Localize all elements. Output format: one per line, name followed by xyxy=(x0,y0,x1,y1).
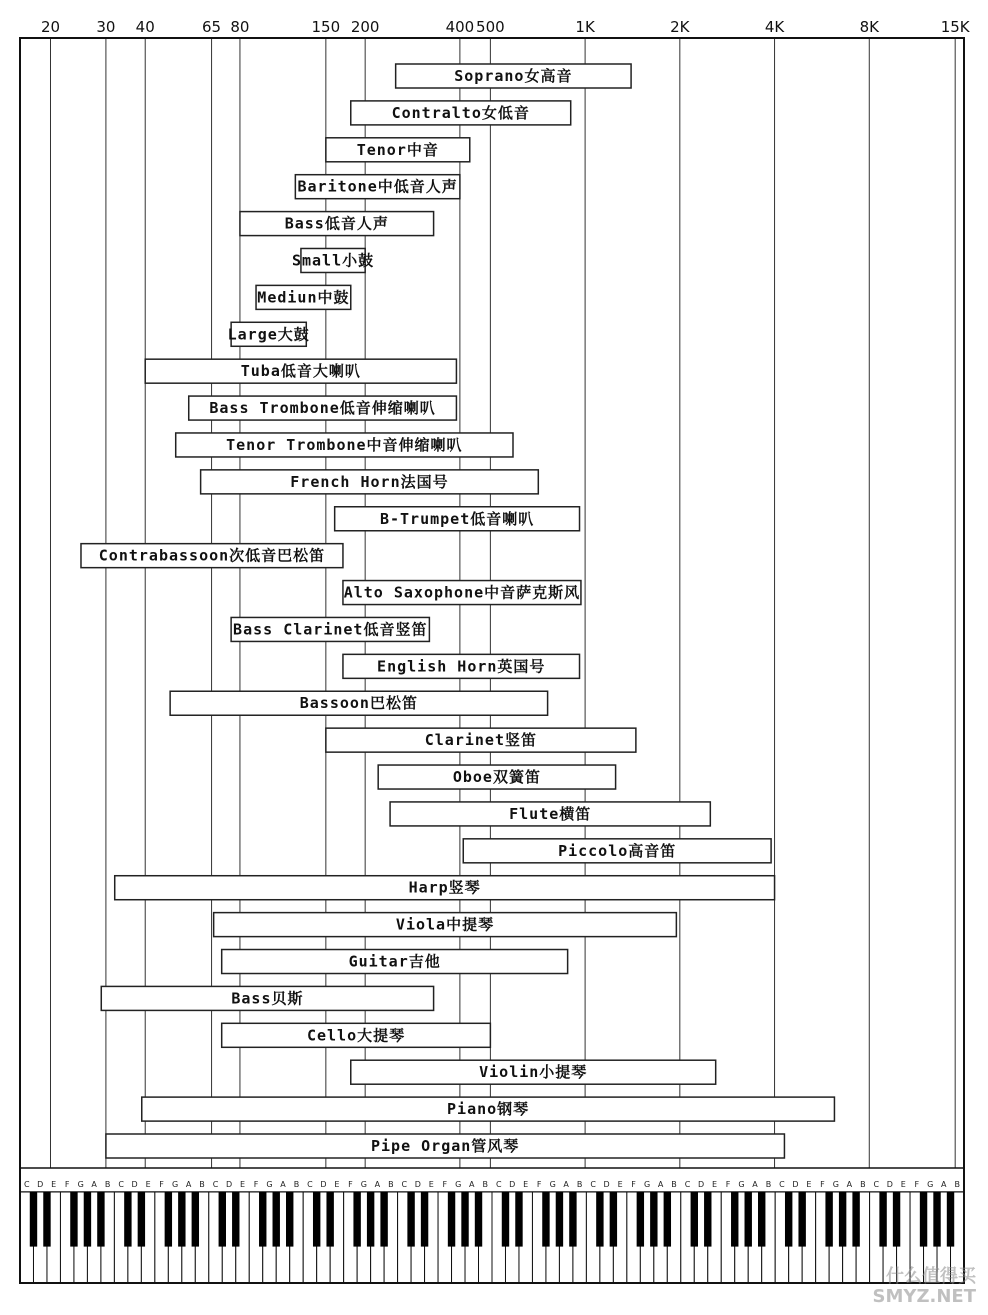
black-key-33 xyxy=(475,1192,482,1247)
range-bar-16 xyxy=(343,654,580,678)
note-label-3: F xyxy=(64,1180,70,1189)
range-bar-label: French Horn法国号 xyxy=(290,472,449,491)
range-bar-label: Tenor中音 xyxy=(356,140,439,159)
range-bar-20 xyxy=(390,802,710,826)
range-bar-22 xyxy=(115,876,775,900)
note-label-56: C xyxy=(779,1180,785,1189)
black-key-19 xyxy=(286,1192,293,1247)
tick-label-10: 2K xyxy=(670,18,690,36)
range-bar-15 xyxy=(231,617,429,641)
note-label-52: F xyxy=(725,1180,731,1189)
black-key-46 xyxy=(650,1192,657,1247)
range-bar-label: Violin小提琴 xyxy=(479,1063,588,1082)
note-label-53: G xyxy=(738,1180,745,1189)
range-bar-4 xyxy=(240,212,434,236)
range-bar-label: Flute横笛 xyxy=(509,804,592,823)
black-key-35 xyxy=(502,1192,509,1247)
tick-label-13: 15K xyxy=(940,18,970,36)
note-label-23: E xyxy=(334,1180,340,1189)
note-label-15: D xyxy=(225,1180,233,1189)
note-label-69: B xyxy=(954,1180,961,1189)
black-key-45 xyxy=(637,1192,644,1247)
range-bar-6 xyxy=(256,285,351,309)
black-key-21 xyxy=(313,1192,320,1247)
note-label-43: D xyxy=(603,1180,610,1189)
black-key-4 xyxy=(84,1192,91,1247)
range-bar-9 xyxy=(189,396,457,420)
note-label-42: C xyxy=(590,1180,596,1189)
black-key-66 xyxy=(920,1192,927,1247)
black-key-60 xyxy=(839,1192,846,1247)
tick-label-2: 40 xyxy=(135,18,155,36)
range-bar-18 xyxy=(326,728,636,752)
range-bar-label: Bass Trombone低音伸缩喇叭 xyxy=(209,399,436,418)
piano-keyboard xyxy=(20,1192,964,1283)
black-key-31 xyxy=(448,1192,455,1247)
note-label-50: D xyxy=(697,1180,705,1189)
black-key-10 xyxy=(165,1192,172,1247)
black-key-59 xyxy=(825,1192,832,1247)
range-bar-0 xyxy=(396,64,631,88)
range-bar-label: Contrabassoon次低音巴松笛 xyxy=(98,546,326,565)
range-bar-29 xyxy=(106,1134,785,1158)
tick-label-12: 8K xyxy=(859,18,879,36)
black-key-36 xyxy=(515,1192,522,1247)
black-key-42 xyxy=(596,1192,603,1247)
black-key-43 xyxy=(610,1192,617,1247)
range-bar-label: Large大鼓 xyxy=(227,325,310,344)
tick-label-3: 65 xyxy=(202,18,222,36)
tick-label-9: 1K xyxy=(575,18,595,36)
range-bar-label: Piccolo高音笛 xyxy=(558,841,677,860)
range-bar-label: Contralto女低音 xyxy=(391,103,530,122)
range-bar-label: Bass低音人声 xyxy=(284,214,389,233)
tick-label-0: 20 xyxy=(40,18,61,36)
range-bar-label: Piano钢琴 xyxy=(447,1100,530,1119)
range-bar-3 xyxy=(295,175,460,199)
note-label-36: D xyxy=(509,1180,516,1189)
note-label-49: C xyxy=(684,1180,691,1189)
note-label-33: A xyxy=(469,1180,475,1189)
range-bar-11 xyxy=(201,470,539,494)
black-key-1 xyxy=(43,1192,50,1247)
black-key-63 xyxy=(879,1192,886,1247)
range-bar-label: Alto Saxophone中音萨克斯风 xyxy=(343,583,581,602)
note-label-34: B xyxy=(482,1180,489,1189)
range-bar-26 xyxy=(222,1023,491,1047)
black-key-7 xyxy=(124,1192,131,1247)
note-label-9: E xyxy=(145,1180,151,1189)
note-label-26: A xyxy=(374,1180,381,1189)
tick-label-7: 400 xyxy=(445,18,475,36)
black-key-29 xyxy=(421,1192,428,1247)
range-bar-21 xyxy=(463,839,771,863)
watermark xyxy=(873,1267,976,1307)
range-bar-label: Cello大提琴 xyxy=(306,1026,406,1045)
note-label-6: B xyxy=(104,1180,111,1189)
black-key-57 xyxy=(798,1192,805,1247)
range-bar-27 xyxy=(351,1060,716,1084)
range-bar-label: Small小鼓 xyxy=(291,251,375,270)
black-key-28 xyxy=(407,1192,414,1247)
note-label-55: B xyxy=(765,1180,772,1189)
black-key-47 xyxy=(664,1192,671,1247)
black-key-40 xyxy=(569,1192,576,1247)
black-key-54 xyxy=(758,1192,765,1247)
note-label-22: D xyxy=(320,1180,327,1189)
black-key-8 xyxy=(138,1192,145,1247)
black-key-15 xyxy=(232,1192,239,1247)
black-key-32 xyxy=(461,1192,468,1247)
black-key-11 xyxy=(178,1192,185,1247)
tick-label-6: 200 xyxy=(350,18,380,36)
note-label-0: C xyxy=(23,1180,30,1189)
note-label-24: F xyxy=(348,1180,353,1189)
range-bar-13 xyxy=(81,544,343,568)
tick-label-4: 80 xyxy=(230,18,250,36)
watermark-line1: 什么值得买 xyxy=(886,1266,976,1287)
range-bar-label: Bassoon巴松笛 xyxy=(299,694,418,713)
black-key-24 xyxy=(353,1192,360,1247)
black-key-50 xyxy=(704,1192,711,1247)
black-key-0 xyxy=(30,1192,37,1247)
note-label-60: G xyxy=(832,1180,839,1189)
note-label-17: F xyxy=(253,1180,259,1189)
note-label-25: G xyxy=(360,1180,367,1189)
range-bar-label: Pipe Organ管风琴 xyxy=(371,1137,520,1155)
range-bar-label: Tenor Trombone中音伸缩喇叭 xyxy=(226,435,463,454)
note-label-40: A xyxy=(563,1180,569,1189)
note-label-46: G xyxy=(643,1180,651,1189)
note-label-64: D xyxy=(886,1180,893,1189)
note-label-54: A xyxy=(752,1180,758,1189)
note-label-51: E xyxy=(711,1180,718,1189)
note-label-13: B xyxy=(199,1180,205,1189)
black-key-53 xyxy=(745,1192,752,1247)
black-key-26 xyxy=(380,1192,387,1247)
note-label-61: A xyxy=(846,1180,853,1189)
range-bar-label: Bass贝斯 xyxy=(231,989,304,1008)
note-label-58: E xyxy=(806,1180,812,1189)
note-label-45: F xyxy=(631,1180,636,1189)
range-bar-8 xyxy=(145,359,456,383)
note-label-39: G xyxy=(549,1180,556,1189)
black-key-14 xyxy=(219,1192,226,1247)
note-label-18: G xyxy=(266,1180,273,1189)
black-key-39 xyxy=(556,1192,563,1247)
range-bar-label: Soprano女高音 xyxy=(454,67,573,85)
note-label-5: A xyxy=(91,1180,97,1189)
range-bar-label: Clarinet竖笛 xyxy=(424,731,537,750)
black-key-49 xyxy=(691,1192,698,1247)
note-label-8: D xyxy=(131,1180,138,1189)
note-label-59: F xyxy=(820,1180,825,1189)
range-bar-label: Guitar吉他 xyxy=(348,952,441,971)
black-key-22 xyxy=(326,1192,333,1247)
black-key-68 xyxy=(947,1192,954,1247)
note-label-44: E xyxy=(617,1180,623,1189)
tick-label-5: 150 xyxy=(311,18,341,36)
range-bar-label: Tuba低音大喇叭 xyxy=(240,362,361,381)
range-bar-23 xyxy=(214,913,677,937)
black-key-56 xyxy=(785,1192,792,1247)
x-axis-tick-labels xyxy=(41,18,971,36)
note-label-66: F xyxy=(914,1180,920,1189)
range-bar-label: Viola中提琴 xyxy=(395,915,495,934)
black-key-17 xyxy=(259,1192,266,1247)
range-bar-label: Baritone中低音人声 xyxy=(297,177,458,196)
black-key-38 xyxy=(542,1192,549,1247)
range-bar-24 xyxy=(222,950,568,974)
note-label-47: A xyxy=(657,1180,664,1189)
note-label-63: C xyxy=(873,1180,880,1189)
watermark-line2: SMYZ.NET xyxy=(872,1286,976,1307)
note-label-67: G xyxy=(927,1180,934,1189)
note-label-68: A xyxy=(941,1180,947,1189)
note-label-4: G xyxy=(77,1180,84,1189)
range-bar-label: B-Trumpet低音喇叭 xyxy=(379,509,535,528)
note-label-27: B xyxy=(388,1180,394,1189)
note-label-7: C xyxy=(118,1180,124,1189)
note-label-16: E xyxy=(239,1180,246,1189)
note-label-30: E xyxy=(428,1180,434,1189)
note-label-12: A xyxy=(185,1180,192,1189)
range-bars xyxy=(81,64,834,1158)
tick-label-1: 30 xyxy=(96,18,116,36)
note-name-row xyxy=(20,1168,964,1192)
tick-label-8: 500 xyxy=(476,18,505,36)
black-key-3 xyxy=(70,1192,77,1247)
note-label-29: D xyxy=(414,1180,421,1189)
range-bar-10 xyxy=(176,433,513,457)
note-label-32: G xyxy=(455,1180,462,1189)
note-label-35: C xyxy=(495,1180,502,1189)
range-bar-label: Bass Clarinet低音竖笛 xyxy=(233,620,428,639)
note-label-21: C xyxy=(307,1180,313,1189)
range-bar-label: Mediun中鼓 xyxy=(257,288,350,307)
range-bar-28 xyxy=(142,1097,835,1121)
black-key-64 xyxy=(893,1192,900,1247)
black-key-61 xyxy=(852,1192,859,1247)
note-label-48: B xyxy=(671,1180,677,1189)
range-bar-5 xyxy=(292,248,374,272)
range-bar-7 xyxy=(228,322,310,346)
range-bar-label: English Horn英国号 xyxy=(377,657,546,676)
range-bar-2 xyxy=(326,138,470,162)
note-label-14: C xyxy=(212,1180,219,1189)
black-key-52 xyxy=(731,1192,738,1247)
note-label-57: D xyxy=(792,1180,799,1189)
note-label-20: B xyxy=(293,1180,300,1189)
note-label-41: B xyxy=(576,1180,583,1189)
note-label-11: G xyxy=(171,1180,179,1189)
note-label-62: B xyxy=(860,1180,866,1189)
range-bar-17 xyxy=(170,691,547,715)
note-label-37: E xyxy=(523,1180,529,1189)
range-bar-label: Harp竖琴 xyxy=(408,878,481,897)
range-bar-12 xyxy=(335,507,580,531)
note-label-2: E xyxy=(51,1180,57,1189)
tick-label-11: 4K xyxy=(764,18,785,36)
black-key-5 xyxy=(97,1192,104,1247)
note-label-10: F xyxy=(159,1180,164,1189)
range-bar-label: Oboe双簧笛 xyxy=(452,768,541,787)
range-bar-14 xyxy=(343,581,581,605)
black-key-25 xyxy=(367,1192,374,1247)
range-bar-25 xyxy=(101,986,433,1010)
range-bar-19 xyxy=(378,765,615,789)
note-label-28: C xyxy=(401,1180,408,1189)
black-key-67 xyxy=(933,1192,940,1247)
note-label-1: D xyxy=(37,1180,44,1189)
black-key-12 xyxy=(192,1192,199,1247)
note-label-38: F xyxy=(536,1180,542,1189)
note-label-31: F xyxy=(442,1180,448,1189)
range-bar-1 xyxy=(351,101,571,125)
note-label-65: E xyxy=(900,1180,906,1189)
black-key-18 xyxy=(273,1192,280,1247)
note-label-19: A xyxy=(280,1180,286,1189)
